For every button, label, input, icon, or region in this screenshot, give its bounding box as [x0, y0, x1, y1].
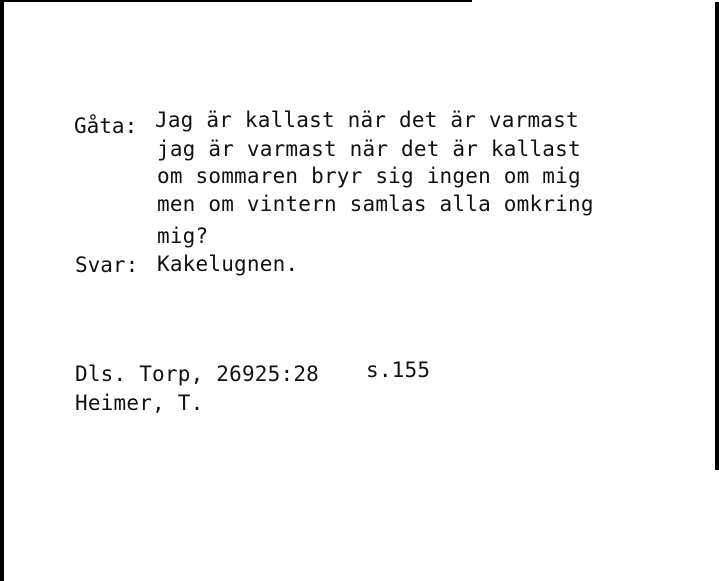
card-left-edge — [0, 0, 4, 581]
answer-text: Kakelugnen. — [157, 252, 299, 276]
riddle-line-3: om sommaren bryr sig ingen om mig — [157, 164, 581, 188]
record-page: s.155 — [366, 358, 431, 382]
card-top-edge — [0, 0, 472, 2]
riddle-line-2: jag är varmast när det är kallast — [157, 137, 581, 161]
riddle-line-4: men om vintern samlas alla omkring — [157, 192, 594, 216]
riddle-line-1: Jag är kallast när det är varmast — [155, 108, 579, 132]
answer-label: Svar: — [75, 253, 139, 277]
card-right-edge — [715, 2, 719, 470]
record-collector: Heimer, T. — [75, 391, 204, 415]
record-source: Dls. Torp, 26925:28 — [75, 362, 320, 386]
riddle-line-5: mig? — [157, 224, 209, 248]
riddle-label: Gåta: — [74, 114, 138, 138]
